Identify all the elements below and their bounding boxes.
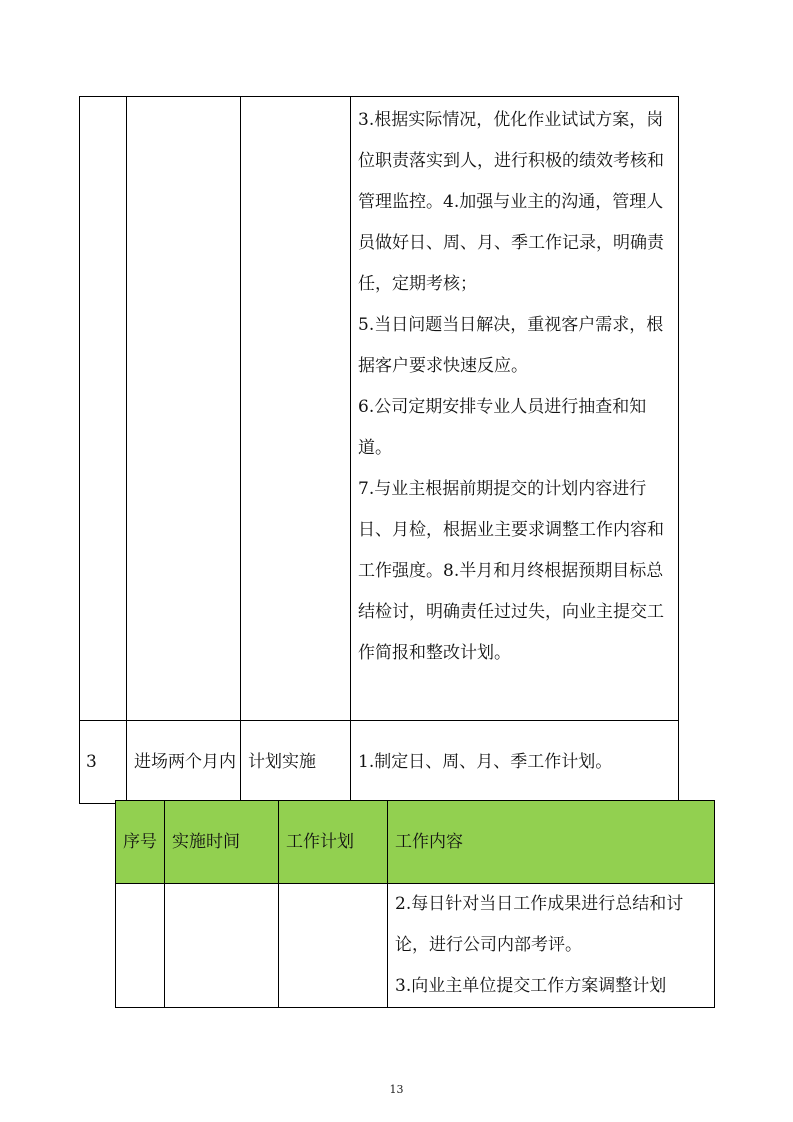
plan-cell bbox=[279, 884, 388, 1008]
header-plan: 工作计划 bbox=[279, 801, 388, 884]
content-paragraph: 5.当日问题当日解决，重视客户需求，根据客户要求快速反应。 bbox=[358, 315, 664, 376]
header-time: 实施时间 bbox=[165, 801, 279, 884]
content-paragraph: 3.根据实际情况，优化作业试试方案，岗位职责落实到人，进行积极的绩效考核和管理监控。4.加强与业主的沟通，管理人员做好日、周、月、季工作记录，明确责任，定期考核； bbox=[358, 110, 664, 294]
table-row bbox=[80, 721, 679, 804]
table-row bbox=[116, 884, 715, 1008]
content-cell bbox=[351, 97, 679, 721]
header-seq: 序号 bbox=[116, 801, 165, 884]
work-plan-table bbox=[115, 800, 715, 1008]
plan-cell bbox=[241, 97, 351, 721]
content-cell: 1.制定日、周、月、季工作计划。 bbox=[351, 721, 679, 804]
content-paragraph: 6.公司定期安排专业人员进行抽查和知道。 bbox=[358, 397, 647, 458]
content-cell bbox=[388, 884, 715, 1008]
content-paragraph: 7.与业主根据前期提交的计划内容进行日、月检，根据业主要求调整工作内容和工作强度。8.半月和月终根据预期目标总结检讨，明确责任过过失，向业主提交工作简报和整改计划。 bbox=[358, 479, 664, 663]
time-cell: 进场两个月内 bbox=[127, 721, 241, 804]
content-paragraph: 3.向业主单位提交工作方案调整计划 bbox=[395, 976, 667, 996]
time-cell bbox=[165, 884, 279, 1008]
seq-cell bbox=[80, 97, 127, 721]
page-number: 13 bbox=[389, 1083, 404, 1096]
seq-cell bbox=[116, 884, 165, 1008]
work-plan-table-continued bbox=[79, 96, 679, 804]
time-cell bbox=[127, 97, 241, 721]
plan-cell: 计划实施 bbox=[241, 721, 351, 804]
content-paragraph: 2.每日针对当日工作成果进行总结和讨论，进行公司内部考评。 bbox=[395, 894, 684, 955]
table-row bbox=[80, 97, 679, 721]
seq-cell: 3 bbox=[80, 721, 127, 804]
table-header-row bbox=[116, 801, 715, 884]
header-content: 工作内容 bbox=[388, 801, 715, 884]
